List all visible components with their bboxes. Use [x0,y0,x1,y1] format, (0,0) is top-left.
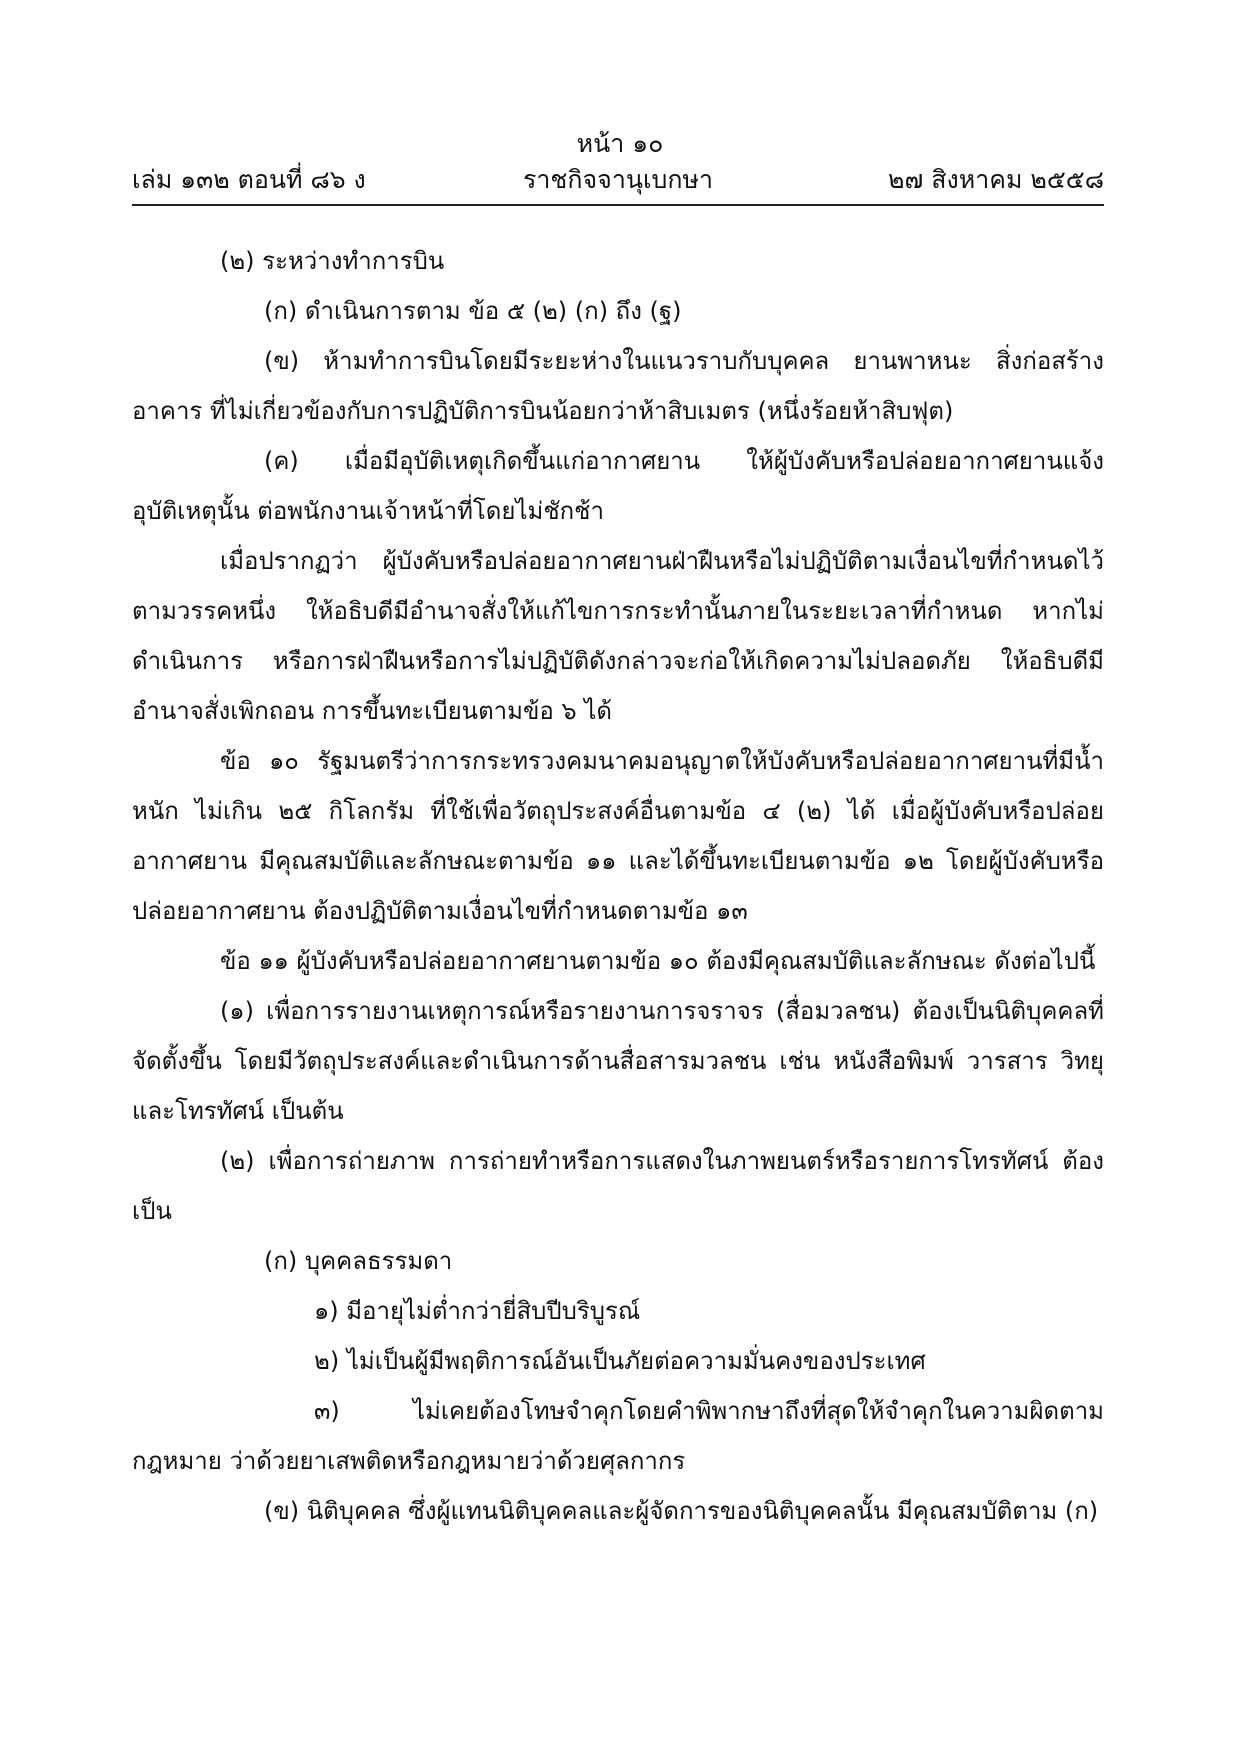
page-number: หน้า ๑๐ [576,129,664,158]
paragraph-clause-11: ข้อ ๑๑ ผู้บังคับหรือปล่อยอากาศยานตามข้อ ๑๐ ต้องมีคุณสมบัติและลักษณะ ดังต่อไปนี้ [220,947,1096,975]
paragraph-media: (๑) เพื่อการรายงานเหตุการณ์หรือรายงานการจราจร (สื่อมวลชน) ต้องเป็นนิติบุคคลที่จัดตั้งขึ้น โดยมีวัตถุประสงค์และดำเนินการด้านสื่อสารมวลชน เช่น หนังสือพิมพ์ วารสาร วิทยุ และโทรทัศน์ เป็นต้น [132,997,1104,1125]
paragraph-distance-rule: (ข) ห้ามทำการบินโดยมีระยะห่างในแนวราบกับบุคคล ยานพาหนะ สิ่งก่อสร้าง อาคาร ที่ไม่เกี่ยวข้องกับการปฏิบัติการบินน้อยกว่าห้าสิบเมตร (หนึ่งร้อยห้าสิบฟุต) [132,347,1104,425]
publication-title: ราชกิจจานุเบกษา [522,165,714,194]
running-header [132,162,1104,202]
publication-date: ๒๗ สิงหาคม ๒๕๕๘ [888,165,1104,194]
paragraph-in-flight: (๒) ระหว่างทำการบิน [220,247,445,275]
paragraph-accident-report: (ค) เมื่อมีอุบัติเหตุเกิดขึ้นแก่อากาศยาน ให้ผู้บังคับหรือปล่อยอากาศยานแจ้งอุบัติเหตุนั้น ต่อพนักงานเจ้าหน้าที่โดยไม่ชักช้า [132,447,1104,525]
paragraph-age: ๑) มีอายุไม่ต่ำกว่ายี่สิบปีบริบูรณ์ [314,1297,641,1325]
paragraph-filming: (๒) เพื่อการถ่ายภาพ การถ่ายทำหรือการแสดงในภาพยนตร์หรือรายการโทรทัศน์ ต้องเป็น [132,1147,1104,1225]
paragraph-5-2: (ก) ดำเนินการตาม ข้อ ๕ (๒) (ก) ถึง (ฐ) [264,297,682,325]
paragraph-security: ๒) ไม่เป็นผู้มีพฤติการณ์อันเป็นภัยต่อความมั่นคงของประเทศ [314,1347,926,1375]
header-divider [132,204,1104,206]
paragraph-natural-person: (ก) บุคคลธรรมดา [264,1247,453,1275]
volume-issue: เล่ม ๑๓๒ ตอนที่ ๘๖ ง [132,165,366,194]
paragraph-violation: เมื่อปรากฏว่า ผู้บังคับหรือปล่อยอากาศยานฝ่าฝืนหรือไม่ปฏิบัติตามเงื่อนไขที่กำหนดไว้ ตามวรรคหนึ่ง ให้อธิบดีมีอำนาจสั่งให้แก้ไขการกระทำนั้นภายในระยะเวลาที่กำหนด หากไม่ดำเนินการ หรือการฝ่าฝืนหรือการไม่ปฏิบัติดังกล่าวจะก่อให้เกิดความไม่ปลอดภัย ให้อธิบดีมีอำนาจสั่งเพิกถอน การขึ้นทะเบียนตามข้อ ๖ ได้ [132,547,1104,725]
document-body [132,236,1104,1536]
paragraph-clause-10: ข้อ ๑๐ รัฐมนตรีว่าการกระทรวงคมนาคมอนุญาตให้บังคับหรือปล่อยอากาศยานที่มีน้ำหนัก ไม่เกิน ๒๕ กิโลกรัม ที่ใช้เพื่อวัตถุประสงค์อื่นตามข้อ ๔ (๒) ได้ เมื่อผู้บังคับหรือปล่อยอากาศยาน มีคุณสมบัติและลักษณะตามข้อ ๑๑ และได้ขึ้นทะเบียนตามข้อ ๑๒ โดยผู้บังคับหรือปล่อยอากาศยาน ต้องปฏิบัติตามเงื่อนไขที่กำหนดตามข้อ ๑๓ [132,747,1104,925]
paragraph-conviction: ๓) ไม่เคยต้องโทษจำคุกโดยคำพิพากษาถึงที่สุดให้จำคุกในความผิดตามกฎหมาย ว่าด้วยยาเสพติดหรือกฎหมายว่าด้วยศุลกากร [132,1397,1104,1475]
paragraph-juristic-person: (ข) นิติบุคคล ซึ่งผู้แทนนิติบุคคลและผู้จัดการของนิติบุคคลนั้น มีคุณสมบัติตาม (ก) [264,1497,1099,1525]
